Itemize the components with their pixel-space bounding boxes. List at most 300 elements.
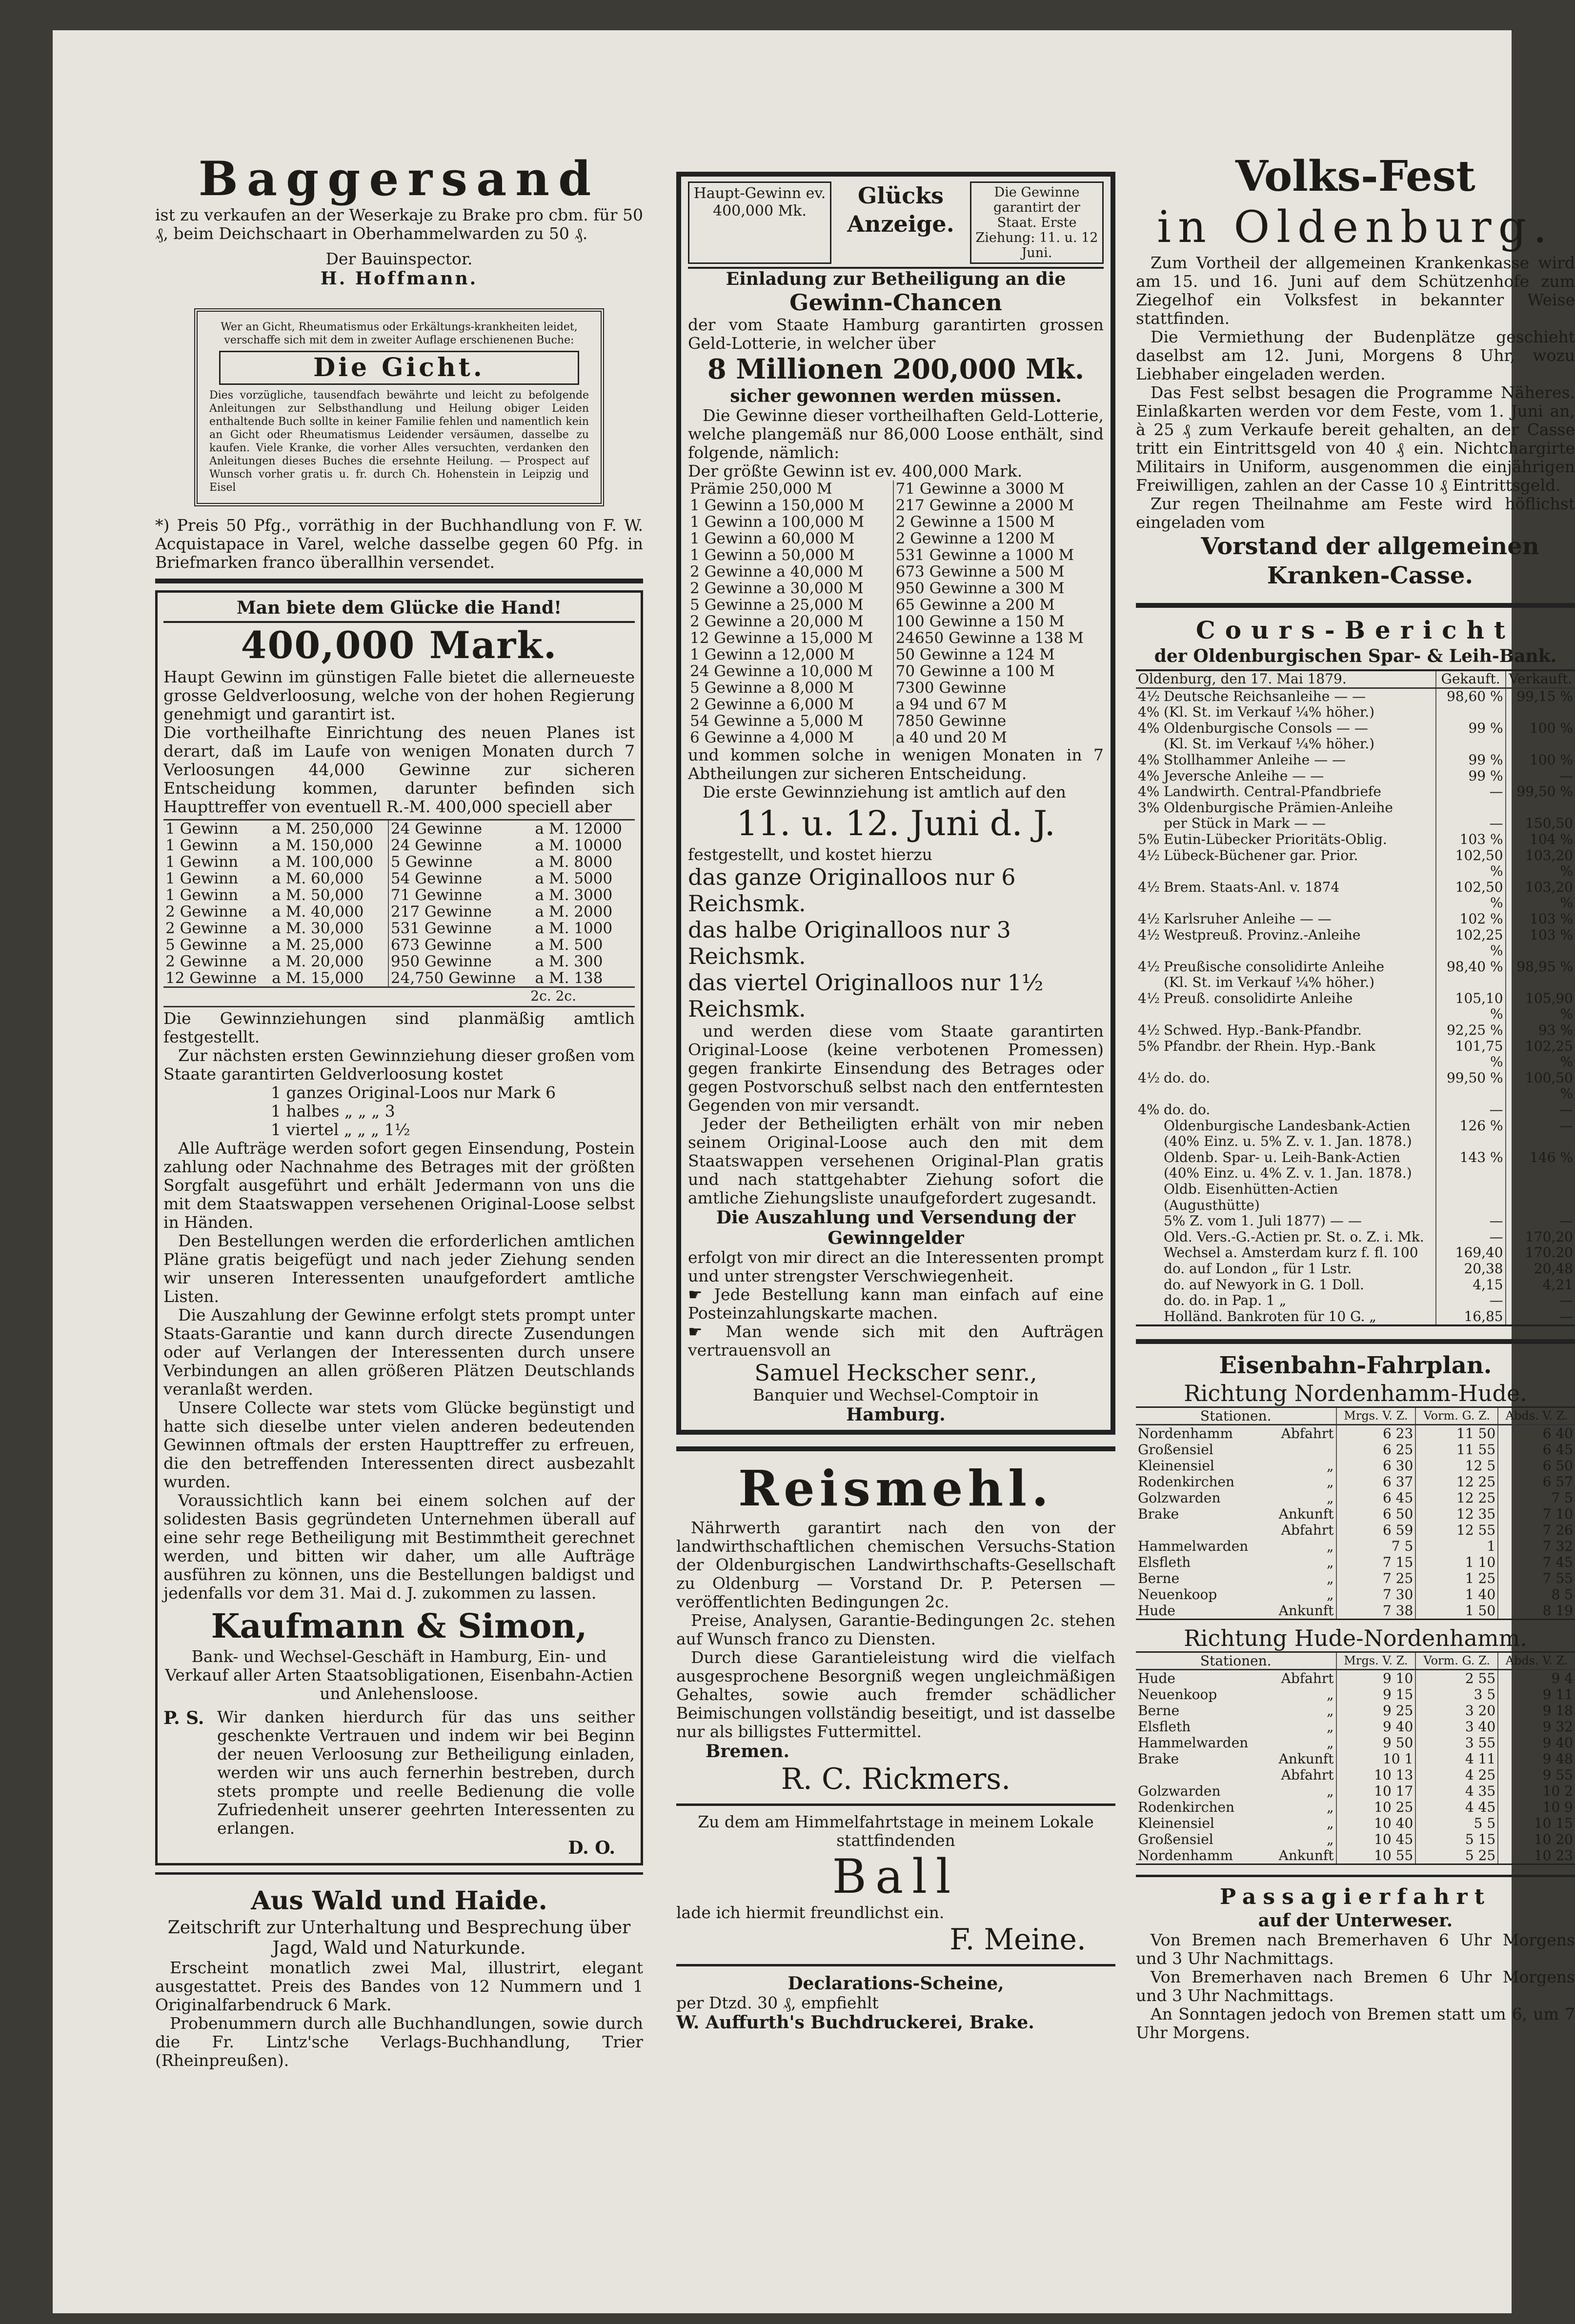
table-cell: 1 50 bbox=[1415, 1603, 1498, 1620]
table-cell: „ bbox=[1327, 1586, 1334, 1603]
table-cell: 146 % bbox=[1506, 1150, 1575, 1166]
table-cell: a 94 und 67 M bbox=[895, 696, 1007, 713]
pass-subtitle: auf der Unterweser. bbox=[1258, 1910, 1453, 1931]
ad-volksfest-title2: in Oldenburg. bbox=[1157, 201, 1554, 253]
table-row bbox=[1136, 816, 1575, 832]
table-cell bbox=[1506, 975, 1575, 991]
pass-p1: Von Bremen nach Bremerhaven 6 Uhr Morgens und 3 Uhr Nachmittags. bbox=[1136, 1930, 1575, 1968]
table-cell: Nordenhamm bbox=[1138, 1425, 1233, 1442]
table-cell: 9 32 bbox=[1498, 1719, 1575, 1735]
ad-heckscher-sig2: Banquier und Wechsel-Comptoir in bbox=[753, 1385, 1039, 1404]
table-cell: 3 5 bbox=[1415, 1686, 1498, 1703]
table-row bbox=[163, 854, 635, 870]
ad-heckscher-amount: 8 Millionen 200,000 Mk. bbox=[707, 353, 1085, 385]
table-cell: a M. 150,000 bbox=[270, 837, 388, 854]
table-cell: Oldenburgische Consols — — bbox=[1163, 720, 1368, 736]
table-cell: 4½ bbox=[1138, 1069, 1160, 1086]
ad-gicht-title: Die Gicht. bbox=[219, 351, 579, 385]
table-row bbox=[688, 530, 1104, 547]
table-row bbox=[688, 630, 1104, 646]
table-cell bbox=[1136, 1150, 1162, 1166]
table-cell: 103,20 % bbox=[1506, 848, 1575, 880]
table-cell: 7 55 bbox=[1498, 1570, 1575, 1586]
table-cell: (Kl. St. im Verkauf ¼% höher.) bbox=[1163, 736, 1375, 752]
table-row bbox=[688, 563, 1104, 580]
table-row bbox=[688, 713, 1104, 729]
ad-heckscher-sig3: Hamburg. bbox=[846, 1404, 946, 1425]
table-cell: 10 45 bbox=[1336, 1831, 1416, 1847]
table-cell: do. auf London „ für 1 Lstr. bbox=[1163, 1260, 1352, 1277]
table-cell: 6 45 bbox=[1498, 1442, 1575, 1458]
ad-heckscher-los-3: das viertel Originalloos nur 1½ Reichsmk. bbox=[688, 969, 1044, 1022]
table-row bbox=[688, 547, 1104, 563]
table-cell: 7 5 bbox=[1498, 1490, 1575, 1506]
table-cell: 4½ bbox=[1138, 958, 1160, 975]
table-cell: a M. 1000 bbox=[535, 920, 613, 937]
table-cell: 2 Gewinne bbox=[165, 920, 247, 937]
table-cell: 9 25 bbox=[1336, 1703, 1416, 1719]
table-row bbox=[1136, 1815, 1575, 1831]
ad-kaufmann-intro: Haupt Gewinn im günstigen Falle bietet die allerneueste grosse Geldverloosung, welche von der hohen Regierung genehmigt und garantirt ist. bbox=[163, 667, 635, 723]
table-cell: 1 Gewinn a 50,000 M bbox=[688, 547, 893, 563]
table-cell: Oldenburgische Landesbank-Actien bbox=[1163, 1117, 1411, 1134]
table-cell: 1 40 bbox=[1415, 1586, 1498, 1603]
table-cell: 5 15 bbox=[1415, 1831, 1498, 1847]
table-cell: 7 10 bbox=[1498, 1506, 1575, 1522]
table-cell: Preuß. consolidirte Anleihe bbox=[1163, 990, 1353, 1006]
ad-heckscher-p2: Die Gewinne dieser vortheilhaften Geld-Lotterie, welche plangemäß nur 86,000 Loose enthält, sind folgende, nämlich: bbox=[688, 406, 1104, 462]
table-cell: 4½ bbox=[1138, 1022, 1160, 1039]
table-cell: 5 Gewinne a 25,000 M bbox=[688, 597, 893, 613]
table-cell: 105,10 % bbox=[1436, 991, 1506, 1022]
table-row bbox=[1136, 1719, 1575, 1735]
table-cell: Deutsche Reichsanleihe — — bbox=[1163, 688, 1366, 704]
ad-heckscher-p9: erfolgt von mir direct an die Interessenten prompt und unter strengster Verschwiegenheit. bbox=[688, 1248, 1104, 1285]
table-row bbox=[1136, 752, 1575, 768]
table-cell: 1 Gewinn a 12,000 M bbox=[688, 646, 893, 663]
ad-volksfest-p1: Zum Vortheil der allgemeinen Krankenkasse wird am 15. und 16. Juni auf dem Schützenhofe zum Ziegelhof ein Volksfest in bekannter Weise stattfinden. bbox=[1136, 253, 1575, 328]
table-cell: 6 Gewinne a 4,000 M bbox=[688, 729, 893, 746]
table-cell: 4½ bbox=[1138, 688, 1160, 704]
table-cell: 9 40 bbox=[1336, 1719, 1416, 1735]
table-cell: Golzwarden bbox=[1138, 1490, 1221, 1506]
table-cell bbox=[1136, 1522, 1268, 1538]
table-row bbox=[688, 646, 1104, 663]
ad-ball-title: Ball bbox=[832, 1849, 960, 1904]
ad-kaufmann-los-list bbox=[163, 1083, 635, 1139]
table-cell: 5% Z. vom 1. Juli 1877) — — bbox=[1163, 1213, 1362, 1229]
table-row bbox=[163, 953, 635, 970]
table-cell: Pfandbr. der Rhein. Hyp.-Bank bbox=[1163, 1038, 1375, 1054]
table-cell: 10 13 bbox=[1336, 1767, 1416, 1783]
table-cell: 24 Gewinne bbox=[390, 820, 483, 838]
table-cell: 7 26 bbox=[1498, 1522, 1575, 1538]
table-cell: 9 48 bbox=[1498, 1751, 1575, 1767]
ad-wald-title: Aus Wald und Haide. bbox=[251, 1886, 547, 1916]
table-row bbox=[163, 920, 635, 937]
table-cell: — bbox=[1506, 1309, 1575, 1326]
table-cell: 10 9 bbox=[1498, 1799, 1575, 1815]
ad-ball-p1: Zu dem am Himmelfahrtstage in meinem Lokale stattfindenden bbox=[698, 1812, 1094, 1850]
table-cell: „ bbox=[1327, 1490, 1334, 1506]
table-cell: 1 Gewinn bbox=[165, 853, 239, 871]
table-cell: a M. 8000 bbox=[535, 853, 613, 871]
table-cell bbox=[1436, 736, 1506, 752]
table-cell: 950 Gewinne a 300 M bbox=[895, 580, 1065, 597]
table-cell: 65 Gewinne a 200 M bbox=[895, 596, 1055, 614]
pointing-hand-icon: ☛ bbox=[688, 1285, 714, 1304]
table-cell: 102,50 % bbox=[1436, 848, 1506, 880]
table-cell: (Kl. St. im Verkauf ¼% höher.) bbox=[1163, 704, 1375, 721]
table-cell bbox=[1506, 704, 1575, 721]
table-row bbox=[1136, 784, 1575, 800]
table-row bbox=[688, 597, 1104, 613]
table-cell: Prämie 250,000 M bbox=[688, 481, 893, 497]
table-cell: 10 23 bbox=[1498, 1847, 1575, 1864]
ad-wald-p2: Probenummern durch alle Buchhandlungen, sowie durch die Fr. Lintz'sche Verlags-Buchhandlung, Trier (Rheinpreußen). bbox=[155, 2014, 643, 2070]
table-cell: 1 Gewinn a 100,000 M bbox=[688, 514, 893, 530]
table-cell: 169,40 bbox=[1436, 1245, 1506, 1261]
table-row bbox=[1136, 768, 1575, 784]
table-cell: 12 Gewinne a 15,000 M bbox=[688, 630, 893, 646]
table-cell: 4½ bbox=[1138, 910, 1160, 927]
table-cell: 4% bbox=[1138, 720, 1160, 736]
table-cell: 1 Gewinn bbox=[165, 870, 239, 887]
table-cell: 102,50 % bbox=[1436, 880, 1506, 911]
table-cell: 6 59 bbox=[1336, 1522, 1416, 1538]
table-cell bbox=[1136, 1767, 1268, 1783]
table-cell: 99 % bbox=[1436, 721, 1506, 737]
table-cell: — bbox=[1436, 816, 1506, 832]
table-cell bbox=[1436, 1134, 1506, 1150]
table-cell: — bbox=[1506, 1102, 1575, 1118]
table-cell: Neuenkoop bbox=[1138, 1686, 1217, 1703]
ad-kaufmann-ps bbox=[163, 1708, 635, 1838]
ad-kaufmann-p2: Zur nächsten ersten Gewinnziehung dieser großen vom Staate garantirten Geldverloosung kostet bbox=[163, 1046, 635, 1083]
table-cell bbox=[1506, 1134, 1575, 1150]
ad-heckscher-h3: sicher gewonnen werden müssen. bbox=[730, 386, 1062, 406]
table-cell: 10 20 bbox=[1498, 1831, 1575, 1847]
table-cell: 6 50 bbox=[1336, 1506, 1416, 1522]
table-cell: do. do. bbox=[1163, 1102, 1211, 1118]
table-cell: 99,50 % bbox=[1436, 1070, 1506, 1102]
ad-kaufmann-p5: Die Auszahlung der Gewinne erfolgt stets prompt unter Staats-Garantie und kann durch directe Zusendungen oder auf Verlangen der Interessenten durch unsere Verbindungen an allen größeren Plätzen Deutschlands veranlaßt werden. bbox=[163, 1305, 635, 1399]
table-cell: 170.20 bbox=[1506, 1245, 1575, 1261]
table-cell: 217 Gewinne bbox=[390, 903, 492, 921]
table-cell: 54 Gewinne a 5,000 M bbox=[688, 713, 893, 729]
table-cell: 10 40 bbox=[1336, 1815, 1416, 1831]
table-cell: 1 Gewinn bbox=[165, 837, 239, 854]
kurs-head-date: Oldenburg, den 17. Mai 1879. bbox=[1136, 670, 1436, 688]
table-cell: 99 % bbox=[1436, 768, 1506, 784]
table-cell: 143 % bbox=[1436, 1150, 1506, 1166]
table-cell: 10 17 bbox=[1336, 1783, 1416, 1799]
ad-heckscher-lottery bbox=[676, 172, 1115, 1435]
table-cell: a M. 2000 bbox=[535, 903, 613, 921]
ad-heckscher-p4: und kommen solche in wenigen Monaten in 7 Abtheilungen zur sicheren Entscheidung. bbox=[688, 745, 1104, 783]
ad-baggersand-text: ist zu verkaufen an der Weserkaje zu Brake pro cbm. für 50 ₰, beim Deichschaart in Oberhammelwarden zu 50 ₰. bbox=[155, 205, 643, 243]
table-cell: 6 57 bbox=[1498, 1474, 1575, 1490]
ad-heckscher-p10: ☛ Jede Bestellung kann man einfach auf eine Posteinzahlungskarte machen. bbox=[688, 1285, 1104, 1322]
table-row bbox=[1136, 1522, 1575, 1538]
table-row bbox=[688, 514, 1104, 530]
table-cell bbox=[1136, 736, 1162, 752]
table-row bbox=[1136, 832, 1575, 848]
table-cell: 6 23 bbox=[1336, 1425, 1416, 1442]
table-cell bbox=[1436, 1182, 1506, 1213]
table-row bbox=[1136, 1213, 1575, 1229]
table-row bbox=[163, 837, 635, 854]
ad-wald-p1: Erscheint monatlich zwei Mal, illustrirt, elegant ausgestattet. Preis des Bandes von 12 Nummern und 1 Originalfarbendruck 6 Mark. bbox=[155, 1958, 643, 2014]
bahn-dir1: Richtung Nordenhamm-Hude. bbox=[1184, 1380, 1527, 1407]
table-cell: (40% Einz. u. 4% Z. v. 1. Jan. 1878.) bbox=[1163, 1165, 1412, 1182]
ad-ball-p2: lade ich hiermit freundlichst ein. bbox=[676, 1903, 945, 1922]
column-3 bbox=[1136, 152, 1575, 2042]
ad-heckscher-los-2: das halbe Originalloos nur 3 Reichsmk. bbox=[688, 917, 1011, 969]
bahn-head-col2: Vorm. G. Z. bbox=[1415, 1407, 1498, 1425]
ad-kaufmann-los-3: 1 viertel „ „ „ 1½ bbox=[271, 1120, 410, 1139]
ad-kaufmann-sig: D. O. bbox=[568, 1838, 615, 1858]
table-cell: 12 35 bbox=[1415, 1506, 1498, 1522]
table-cell: 1 10 bbox=[1415, 1554, 1498, 1570]
table-cell: a M. 25,000 bbox=[270, 937, 388, 953]
table-cell: 103 % bbox=[1506, 927, 1575, 959]
table-cell: a M. 138 bbox=[535, 969, 603, 987]
column-1 bbox=[155, 152, 643, 2070]
table-cell: Abfahrt bbox=[1281, 1425, 1334, 1442]
ad-heckscher-p6: festgestellt, und kostet hierzu bbox=[688, 845, 932, 864]
ad-volksfest-p2: Die Vermiethung der Budenplätze geschieht daselbst am 12. Juni, Morgens 8 Uhr, wozu Liebhaber eingeladen werden. bbox=[1136, 327, 1575, 383]
table-row bbox=[1136, 736, 1575, 752]
table-cell: „ bbox=[1327, 1538, 1334, 1555]
table-cell: 12 Gewinne bbox=[165, 969, 257, 987]
table-cell bbox=[1506, 800, 1575, 816]
table-cell: 9 11 bbox=[1498, 1686, 1575, 1703]
table-row bbox=[688, 497, 1104, 514]
table-row bbox=[1136, 975, 1575, 991]
table-cell: a M. 50,000 bbox=[270, 887, 388, 903]
ad-wald-sub: Zeitschrift zur Unterhaltung und Besprechung über Jagd, Wald und Naturkunde. bbox=[167, 1918, 631, 1958]
ad-heckscher-mid2: Anzeige. bbox=[847, 211, 954, 237]
kurs-head-sold: Verkauft. bbox=[1506, 670, 1575, 688]
ad-baggersand-name: H. Hoffmann. bbox=[320, 268, 478, 289]
table-cell: Abfahrt bbox=[1281, 1522, 1334, 1539]
table-cell: „ bbox=[1327, 1554, 1334, 1571]
table-cell: 150,50 bbox=[1506, 816, 1575, 832]
table-cell bbox=[1136, 1134, 1162, 1150]
table-cell: — bbox=[1436, 1229, 1506, 1245]
table-cell: 6 25 bbox=[1336, 1442, 1416, 1458]
table-cell: 102 % bbox=[1436, 911, 1506, 927]
table-cell: 4% bbox=[1138, 767, 1160, 784]
table-cell: 950 Gewinne bbox=[390, 953, 492, 970]
table-cell: a M. 40,000 bbox=[270, 903, 388, 920]
table-cell: 5 Gewinne a 8,000 M bbox=[688, 680, 893, 696]
table-cell: 8 19 bbox=[1498, 1603, 1575, 1620]
table-cell: 170,20 bbox=[1506, 1229, 1575, 1245]
table-cell: Oldenb. Spar- u. Leih-Bank-Actien bbox=[1163, 1149, 1401, 1165]
ad-kaufmann-head: Man biete dem Glücke die Hand! bbox=[163, 598, 635, 623]
kurs-head-bought: Gekauft. bbox=[1436, 670, 1506, 688]
table-row bbox=[688, 613, 1104, 630]
table-cell bbox=[1436, 1165, 1506, 1182]
table-cell: 12 55 bbox=[1415, 1522, 1498, 1538]
table-cell bbox=[1136, 816, 1162, 832]
table-cell: — bbox=[1436, 1102, 1506, 1118]
ad-heckscher-mid bbox=[840, 181, 962, 264]
table-cell: Rodenkirchen bbox=[1138, 1799, 1235, 1816]
table-row bbox=[1136, 1670, 1575, 1687]
table-cell: 10 55 bbox=[1336, 1847, 1416, 1864]
pointing-hand-icon: ☛ bbox=[688, 1322, 726, 1341]
table-cell: 9 50 bbox=[1336, 1735, 1416, 1751]
table-cell: 531 Gewinne a 1000 M bbox=[895, 546, 1074, 564]
table-cell: 7300 Gewinne bbox=[895, 679, 1007, 697]
table-cell: 3 20 bbox=[1415, 1703, 1498, 1719]
table-cell: — bbox=[1436, 1293, 1506, 1309]
table-row bbox=[1136, 1309, 1575, 1326]
ad-decl-p2: W. Auffurth's Buchdruckerei, Brake. bbox=[676, 2012, 1034, 2033]
table-cell: 2 Gewinne bbox=[165, 953, 247, 970]
ad-volksfest-title1: Volks-Fest bbox=[1235, 152, 1475, 201]
table-cell: — bbox=[1506, 1118, 1575, 1134]
table-cell: Holländ. Bankroten für 10 G. „ bbox=[1163, 1308, 1376, 1324]
table-row bbox=[1136, 1442, 1575, 1458]
ad-heckscher-header bbox=[688, 181, 1104, 269]
ad-kaufmann-simon bbox=[155, 590, 643, 1865]
ad-heckscher-p8: Jeder der Betheiligten erhält von mir neben seinem Original-Loose auch den mit dem Staatswappen versehenen Original-Plan gratis und nach stattgehabter Ziehung sofort die amtliche Ziehungsliste unaufgefordert zugesandt. bbox=[688, 1114, 1104, 1207]
table-cell bbox=[1136, 1213, 1162, 1229]
table-cell: Elsfleth bbox=[1138, 1719, 1191, 1735]
ad-kaufmann-p7: Voraussichtlich kann bei einem solchen auf der solidesten Basis gegründeten Unternehmen überall auf eine sehr rege Betheiligung mit Bestimmtheit gerechnet werden, und bitten wir daher, um alle Aufträge ausführen zu können, uns die Bestellungen baldigst und jedenfalls vor dem 31. Mai d. J. zukommen zu lassen. bbox=[163, 1491, 635, 1603]
table-cell: Schwed. Hyp.-Bank-Pfandbr. bbox=[1163, 1022, 1362, 1039]
table-row bbox=[1136, 880, 1575, 911]
table-cell: 24 Gewinne a 10,000 M bbox=[688, 663, 893, 680]
table-cell bbox=[1136, 1182, 1162, 1213]
table-cell: Neuenkoop bbox=[1138, 1586, 1217, 1603]
table-row bbox=[1136, 1182, 1575, 1213]
table-cell bbox=[1136, 1165, 1162, 1182]
table-cell: 10 25 bbox=[1336, 1799, 1416, 1815]
table-cell: do. do. in Pap. 1 „ bbox=[1163, 1292, 1287, 1309]
ad-heckscher-prize-table bbox=[688, 481, 1104, 746]
table-cell: 4,15 bbox=[1436, 1277, 1506, 1293]
table-cell: 6 37 bbox=[1336, 1474, 1416, 1490]
table-cell: Kleinensiel bbox=[1138, 1458, 1214, 1474]
table-cell: 102,25 % bbox=[1436, 927, 1506, 959]
table-cell: 4½ bbox=[1138, 879, 1160, 895]
table-cell: 1 Gewinn bbox=[165, 886, 239, 904]
table-row bbox=[1136, 1686, 1575, 1703]
table-cell: 673 Gewinne a 500 M bbox=[895, 563, 1065, 581]
table-cell: 4% bbox=[1138, 1102, 1160, 1118]
bahn-table-2 bbox=[1136, 1651, 1575, 1865]
ad-heckscher-p5: Die erste Gewinnziehung ist amtlich auf den bbox=[703, 782, 1066, 801]
table-cell bbox=[1268, 1442, 1336, 1458]
table-cell: 6 45 bbox=[1336, 1490, 1416, 1506]
ad-kaufmann-ps-text: Wir danken hierdurch für das uns seither geschenkte Vertrauen und indem wir bei Beginn der neuen Verloosung zur Betheiligung einladen, werden wir uns auch fernerhin bestreben, durch stets prompte und reelle Bedienung die volle Zufriedenheit unserer geehrten Interessenten zu erlangen. bbox=[217, 1707, 635, 1838]
table-cell: Old. Vers.-G.-Actien pr. St. o. Z. i. Mk. bbox=[1163, 1228, 1424, 1245]
table-row bbox=[1136, 1767, 1575, 1783]
table-cell: Kleinensiel bbox=[1138, 1815, 1214, 1832]
table-row bbox=[1136, 1751, 1575, 1767]
table-cell: 54 Gewinne bbox=[390, 870, 483, 887]
bahn-head-col3: Abds. V. Z. bbox=[1498, 1407, 1575, 1425]
ad-heckscher-h1: Einladung zur Betheiligung an die bbox=[726, 269, 1066, 289]
table-cell: 98,95 % bbox=[1506, 959, 1575, 975]
table-cell: 6 40 bbox=[1498, 1425, 1575, 1442]
table-cell: Brake bbox=[1138, 1506, 1179, 1523]
table-cell: 2 Gewinne a 20,000 M bbox=[688, 613, 893, 630]
table-row bbox=[1136, 1039, 1575, 1070]
table-cell bbox=[1136, 1229, 1162, 1245]
ad-gicht-top: Wer an Gicht, Rheumatismus oder Erkältungs-krankheiten leidet, verschaffe sich mit dem in zweiter Auflage erschienenen Buche: bbox=[221, 321, 578, 346]
table-cell: 3 55 bbox=[1415, 1735, 1498, 1751]
table-row bbox=[1136, 1735, 1575, 1751]
table-row bbox=[1136, 1425, 1575, 1442]
ad-reis-name: R. C. Rickmers. bbox=[781, 1762, 1011, 1796]
table-cell: 71 Gewinne a 3000 M bbox=[895, 480, 1065, 498]
table-cell: 7 38 bbox=[1336, 1603, 1416, 1620]
table-cell: 104 % bbox=[1506, 832, 1575, 848]
table-cell: Brem. Staats-Anl. v. 1874 bbox=[1163, 879, 1340, 895]
table-cell: 4 35 bbox=[1415, 1783, 1498, 1799]
table-cell: 103,20 % bbox=[1506, 880, 1575, 911]
table-cell: Ankunft bbox=[1278, 1751, 1334, 1767]
ad-heckscher-left: Haupt-Gewinn ev. 400,000 Mk. bbox=[688, 181, 831, 264]
ad-gicht-footnote: *) Preis 50 Pfg., vorräthig in der Buchhandlung von F. W. Acquistapace in Varel, welche dasselbe gegen 60 Pfg. in Briefmarken franco überallhin versendet. bbox=[155, 516, 643, 572]
table-cell: 4½ bbox=[1138, 847, 1160, 863]
table-cell: 5% bbox=[1138, 831, 1160, 847]
column-2 bbox=[676, 172, 1115, 2033]
table-cell: a M. 300 bbox=[535, 953, 603, 970]
ad-heckscher-h4: Die Auszahlung und Versendung der Gewinngelder bbox=[716, 1207, 1076, 1248]
table-cell: Hammelwarden bbox=[1138, 1735, 1249, 1751]
table-cell: a 40 und 20 M bbox=[895, 729, 1007, 746]
table-cell: 126 % bbox=[1436, 1118, 1506, 1134]
table-cell: Karlsruher Anleihe — — bbox=[1163, 910, 1332, 927]
table-cell bbox=[1506, 1182, 1575, 1213]
table-row bbox=[688, 663, 1104, 680]
ad-heckscher-p7: und werden diese vom Staate garantirten Original-Loose (keine verbotenen Promessen) gegen frankirte Einsendung des Betrages oder gegen Postvorschuß selbst nach den entferntesten Gegenden von mir versandt. bbox=[688, 1022, 1104, 1115]
table-row bbox=[1136, 848, 1575, 880]
table-cell: 5 Gewinne bbox=[390, 853, 473, 871]
table-cell: a M. 5000 bbox=[535, 870, 613, 887]
table-cell: 673 Gewinne bbox=[390, 936, 492, 954]
table-cell: 2 Gewinne a 6,000 M bbox=[688, 696, 893, 713]
table-row bbox=[1136, 927, 1575, 959]
table-row bbox=[1136, 1150, 1575, 1166]
table-cell: 2 55 bbox=[1415, 1670, 1498, 1687]
ad-heckscher-sig: Samuel Heckscher senr., bbox=[754, 1360, 1037, 1386]
table-row bbox=[1136, 1783, 1575, 1799]
table-cell: 1 bbox=[1415, 1538, 1498, 1554]
table-cell: 3% bbox=[1138, 799, 1160, 816]
table-cell: 71 Gewinne bbox=[390, 886, 483, 904]
table-cell: 98,40 % bbox=[1436, 959, 1506, 975]
table-cell: 7 25 bbox=[1336, 1570, 1416, 1586]
table-cell: „ bbox=[1327, 1703, 1334, 1719]
table-cell: a M. 100,000 bbox=[270, 854, 388, 870]
ad-kaufmann-firm2: Bank- und Wechsel-Geschäft in Hamburg, Ein- und Verkauf aller Arten Staatsobligationen, Eisenbahn-Actien und Anlehensloose. bbox=[165, 1647, 633, 1703]
table-cell: „ bbox=[1327, 1831, 1334, 1848]
table-row bbox=[1136, 1261, 1575, 1277]
table-row bbox=[1136, 704, 1575, 721]
table-cell: do. auf Newyork in G. 1 Doll. bbox=[1163, 1276, 1364, 1293]
ad-reis-p1: Nährwerth garantirt nach den von der landwirthschaftlichen chemischen Versuchs-Station der Oldenburgischen Landwirthschafts-Gesellschaft zu Oldenburg — Vorstand Dr. P. Petersen — veröffentlichten Bedingungen 2c. bbox=[676, 1518, 1115, 1611]
table-cell: Abfahrt bbox=[1281, 1767, 1334, 1783]
ad-kaufmann-intro2: Die vortheilhafte Einrichtung des neuen Planes ist derart, daß im Laufe von wenigen Monaten durch 7 Verloosungen 44,000 Gewinne zur sicheren Entscheidung kommen, darunter befinden sich Haupttreffer von eventuell R.-M. 400,000 speciell aber bbox=[163, 723, 635, 816]
